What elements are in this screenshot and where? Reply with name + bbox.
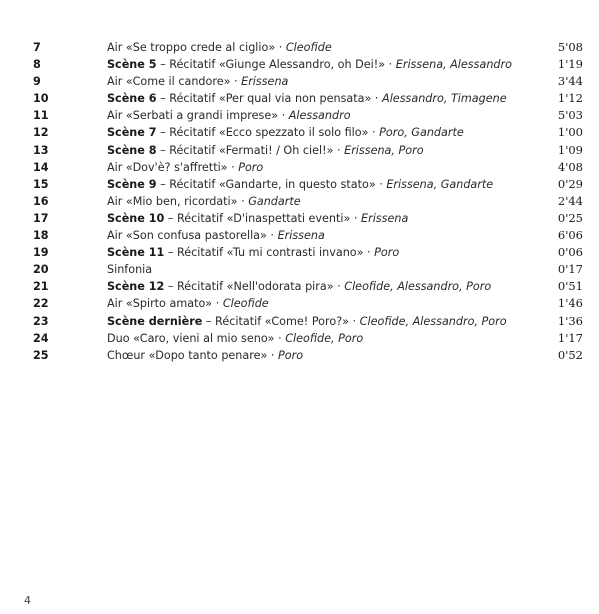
track-row	[0, 39, 599, 56]
track-description	[107, 142, 424, 159]
track-duration: 1'17	[557, 330, 583, 345]
track-list	[0, 39, 599, 364]
track-row	[0, 227, 599, 244]
track-title: – Récitatif «Giunge Alessandro, oh Dei!» ·	[156, 58, 396, 72]
track-cast: Cleofide, Alessandro, Poro	[344, 280, 492, 294]
track-description	[107, 330, 363, 347]
track-row	[0, 278, 599, 295]
track-duration: 0'52	[557, 347, 583, 362]
track-row	[0, 159, 599, 176]
scene-label: Scène 5	[107, 58, 157, 72]
track-number: 8	[33, 58, 41, 72]
track-row	[0, 295, 599, 312]
track-duration: 0'17	[557, 262, 583, 277]
track-number: 25	[33, 348, 49, 362]
track-description	[107, 244, 399, 261]
track-description	[107, 278, 491, 295]
track-cast: Erissena	[277, 229, 325, 243]
track-duration: 3'44	[557, 74, 583, 89]
track-duration: 1'46	[557, 296, 583, 311]
track-description	[107, 107, 351, 124]
track-title: Air «Come il candore» ·	[107, 75, 242, 89]
track-number: 23	[33, 314, 49, 328]
track-duration: 1'00	[557, 125, 583, 140]
track-cast: Alessandro, Timagene	[382, 92, 507, 106]
track-duration: 5'03	[557, 108, 583, 123]
track-description	[107, 90, 507, 107]
track-title: Air «Serbati a grandi imprese» ·	[107, 109, 289, 123]
track-duration: 4'08	[557, 159, 583, 174]
scene-label: Scène dernière	[107, 314, 203, 328]
track-title: – Récitatif «Gandarte, in questo stato» ·	[156, 177, 387, 191]
track-cast: Erissena	[361, 211, 409, 225]
track-description	[107, 347, 303, 364]
track-cast: Erissena	[241, 75, 289, 89]
track-duration: 6'06	[557, 228, 583, 243]
track-number: 22	[33, 297, 49, 311]
track-row	[0, 193, 599, 210]
track-row	[0, 176, 599, 193]
track-title: – Récitatif «Ecco spezzato il solo filo» ·	[156, 126, 380, 140]
track-row	[0, 124, 599, 141]
track-description	[107, 261, 152, 278]
track-duration: 0'06	[557, 245, 583, 260]
track-number: 18	[33, 229, 49, 243]
scene-label: Scène 6	[107, 92, 157, 106]
track-cast: Gandarte	[248, 194, 301, 208]
track-number: 17	[33, 211, 49, 225]
track-cast: Erissena, Alessandro	[395, 58, 512, 72]
track-cast: Poro, Gandarte	[379, 126, 464, 140]
track-cast: Alessandro	[288, 109, 351, 123]
track-row	[0, 347, 599, 364]
track-title: – Récitatif «Nell'odorata pira» ·	[164, 280, 345, 294]
track-cast: Erissena, Poro	[344, 143, 424, 157]
track-title: – Récitatif «Fermati! / Oh ciel!» ·	[156, 143, 345, 157]
track-title: – Récitatif «D'inaspettati eventi» ·	[164, 211, 362, 225]
track-title: Air «Mio ben, ricordati» ·	[107, 194, 249, 208]
track-duration: 1'36	[557, 313, 583, 328]
track-number: 9	[33, 75, 41, 89]
track-number: 20	[33, 263, 49, 277]
scene-label: Scène 9	[107, 177, 157, 191]
track-row	[0, 330, 599, 347]
track-number: 15	[33, 177, 49, 191]
track-number: 24	[33, 331, 49, 345]
page-number: 4	[24, 594, 31, 607]
track-row	[0, 73, 599, 90]
scene-label: Scène 10	[107, 211, 165, 225]
track-description	[107, 210, 408, 227]
track-title: Air «Dov'è? s'affretti» ·	[107, 160, 239, 174]
track-cast: Cleofide, Alessandro, Poro	[359, 314, 507, 328]
track-duration: 5'08	[557, 40, 583, 54]
track-cast: Erissena, Gandarte	[386, 177, 494, 191]
track-row	[0, 56, 599, 73]
track-number: 10	[33, 92, 49, 106]
track-description	[107, 313, 507, 330]
track-number: 21	[33, 280, 49, 294]
track-title: – Récitatif «Per qual via non pensata» ·	[156, 92, 383, 106]
track-description	[107, 56, 512, 73]
scene-label: Scène 8	[107, 143, 157, 157]
track-cast: Cleofide	[222, 297, 269, 311]
track-row	[0, 210, 599, 227]
track-description	[107, 73, 288, 90]
track-duration: 1'19	[557, 57, 583, 72]
track-duration: 0'29	[557, 176, 583, 191]
track-title: – Récitatif «Tu mi contrasti invano» ·	[164, 246, 375, 260]
track-row	[0, 244, 599, 261]
track-number: 13	[33, 143, 49, 157]
track-number: 14	[33, 160, 49, 174]
scene-label: Scène 11	[107, 246, 165, 260]
track-duration: 1'09	[557, 142, 583, 157]
track-row	[0, 261, 599, 278]
track-row	[0, 142, 599, 159]
scene-label: Scène 12	[107, 280, 165, 294]
track-number: 19	[33, 246, 49, 260]
track-number: 11	[33, 109, 49, 123]
track-description	[107, 159, 263, 176]
track-cast: Poro	[238, 160, 264, 174]
track-cast: Cleofide, Poro	[285, 331, 364, 345]
track-title: Sinfonia	[107, 263, 153, 277]
track-title: Duo «Caro, vieni al mio seno» ·	[107, 331, 286, 345]
track-description	[107, 295, 269, 312]
track-cast: Poro	[278, 348, 304, 362]
track-cast: Cleofide	[285, 41, 332, 54]
track-title: Air «Spirto amato» ·	[107, 297, 223, 311]
track-number: 12	[33, 126, 49, 140]
track-title: Air «Son confusa pastorella» ·	[107, 229, 278, 243]
track-description	[107, 193, 301, 210]
track-cast: Poro	[374, 246, 400, 260]
track-duration: 1'12	[557, 91, 583, 106]
track-description	[107, 39, 332, 56]
track-description	[107, 227, 325, 244]
track-row	[0, 90, 599, 107]
track-number: 16	[33, 194, 49, 208]
track-description	[107, 124, 464, 141]
track-duration: 2'44	[557, 193, 583, 208]
track-duration: 0'51	[557, 279, 583, 294]
track-row	[0, 313, 599, 330]
track-title: Chœur «Dopo tanto penare» ·	[107, 348, 279, 362]
track-row	[0, 107, 599, 124]
track-duration: 0'25	[557, 210, 583, 225]
track-title: Air «Se troppo crede al ciglio» ·	[107, 41, 286, 54]
track-number: 7	[33, 41, 41, 54]
scene-label: Scène 7	[107, 126, 157, 140]
track-title: – Récitatif «Come! Poro?» ·	[202, 314, 360, 328]
track-description	[107, 176, 493, 193]
